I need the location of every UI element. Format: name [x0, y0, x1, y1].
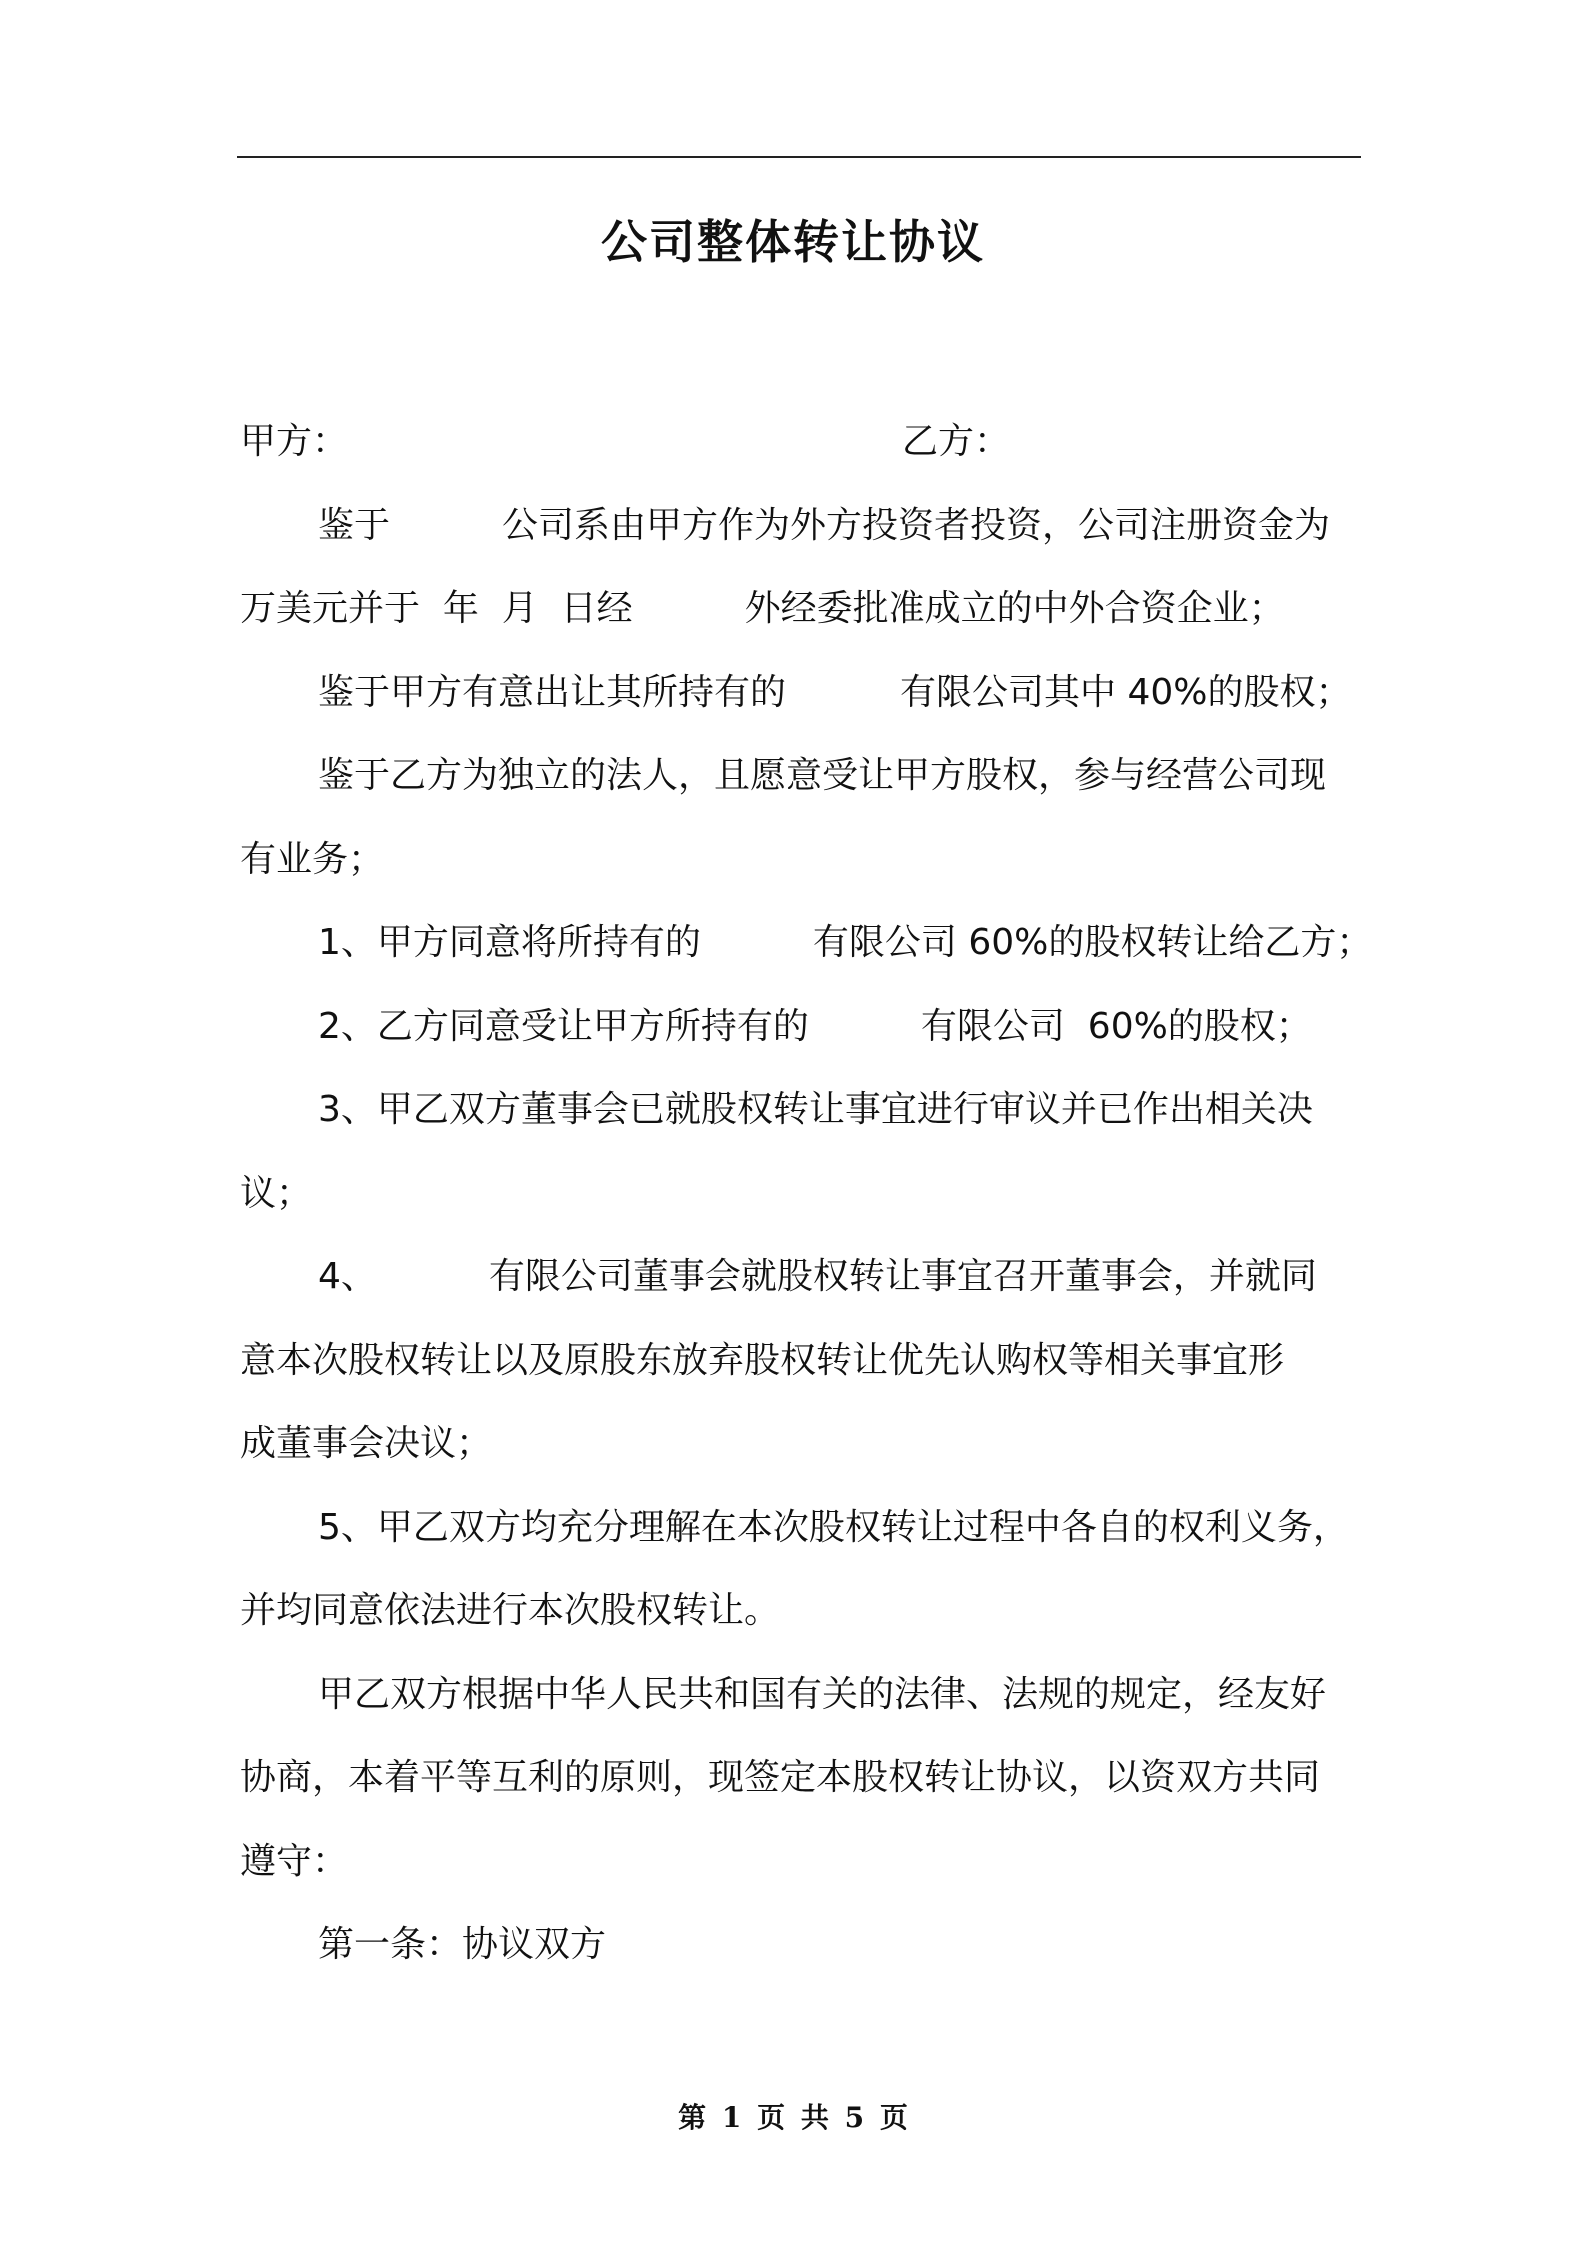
paragraph-recital-1-line-2: [240, 567, 1360, 651]
clause-item-3-line-2: 议；: [240, 1172, 313, 1214]
clause-item-4-line-3: 成董事会决议；: [240, 1423, 493, 1464]
paragraph-recital-2: [240, 651, 1360, 735]
item-1-text: 有限公司 60%的股权转让给乙方；: [812, 922, 1373, 963]
document-title: 公司整体转让协议: [601, 215, 985, 269]
parties-line: [240, 400, 1360, 484]
page-number-footer: 第 1 页 共 5 页: [678, 2101, 908, 2134]
party-a-label: 甲方：: [240, 421, 349, 462]
recital-1-date: 万美元并于 年 月 日经: [240, 588, 633, 629]
party-b-label: 乙方：: [902, 421, 1011, 462]
header-rule: [237, 156, 1361, 158]
recital-2-lead: 鉴于甲方有意出让其所持有的: [318, 671, 787, 713]
closing-paragraph-line-2: 协商，本着平等互利的原则，现签定本股权转让协议，以资双方共同: [240, 1757, 1321, 1798]
article-1-heading: 第一条：协议双方: [318, 1924, 607, 1965]
clause-item-5-line-1: 5、甲乙双方均充分理解在本次股权转让过程中各自的权利义务，: [318, 1506, 1349, 1548]
closing-paragraph-line-3: 遵守：: [240, 1840, 349, 1882]
paragraph-recital-3-line-2: 有业务；: [240, 838, 385, 880]
clause-item-4-line-1: [240, 1235, 1360, 1319]
recital-1-lead: 鉴于: [318, 504, 391, 546]
item-4-text: 有限公司董事会就股权转让事宜召开董事会，并就同: [488, 1256, 1317, 1297]
clause-item-5-line-2: 并均同意依法进行本次股权转让。: [240, 1590, 781, 1631]
clause-item-1: [240, 901, 1373, 985]
clause-item-3-line-1: 3、甲乙双方董事会已就股权转让事宜进行审议并已作出相关决: [318, 1089, 1313, 1130]
paragraph-recital-3-line-1: 鉴于乙方为独立的法人，且愿意受让甲方股权，参与经营公司现: [318, 755, 1327, 796]
item-1-lead: 1、甲方同意将所持有的: [318, 922, 701, 963]
paragraph-recital-1-line-1: [240, 484, 1360, 568]
item-2-lead: 2、乙方同意受让甲方所持有的: [318, 1005, 809, 1047]
recital-1-approval: 外经委批准成立的中外合资企业；: [744, 588, 1285, 629]
item-2-text: 有限公司 60%的股权；: [920, 1005, 1312, 1047]
item-4-lead: 4、: [318, 1256, 377, 1297]
closing-paragraph-line-1: 甲乙双方根据中华人民共和国有关的法律、法规的规定，经友好: [318, 1673, 1327, 1715]
clause-item-4-line-2: 意本次股权转让以及原股东放弃股权转让优先认购权等相关事宜形: [240, 1339, 1285, 1381]
recital-1-text: 公司系由甲方作为外方投资者投资，公司注册资金为: [502, 504, 1331, 546]
clause-item-2: [240, 985, 1360, 1069]
document-body: [240, 400, 1373, 1987]
recital-2-text: 有限公司其中 40%的股权；: [900, 671, 1352, 713]
